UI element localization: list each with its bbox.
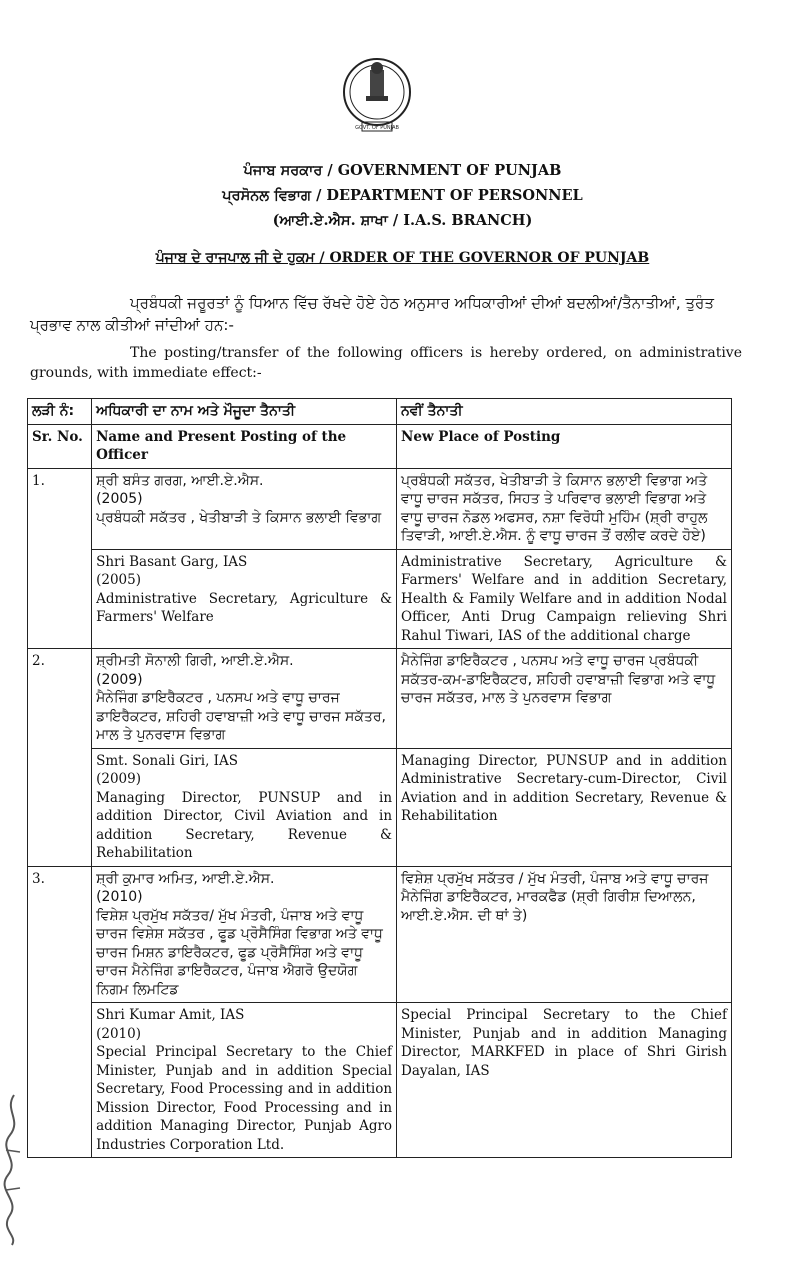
serial-number: 2. bbox=[28, 649, 92, 867]
present-posting-pa: ਪ੍ਰਬੰਧਕੀ ਸਕੱਤਰ , ਖੇਤੀਬਾੜੀ ਤੇ ਕਿਸਾਨ ਭਲਾਈ ਵਿਭਾਗ bbox=[96, 509, 382, 526]
officer-name-en: Smt. Sonali Giri, IAS bbox=[96, 752, 238, 769]
col-name-en: Name and Present Posting of the Officer bbox=[92, 424, 397, 468]
officer-punjabi bbox=[92, 866, 397, 1003]
new-posting-en: Managing Director, PUNSUP and in addition Administrative Secretary-cum-Director, Civil Aviation and in addition Secretary, Revenue & Rehabilitation bbox=[397, 748, 732, 866]
intro-punjabi: ਪ੍ਰਬੰਧਕੀ ਜਰੂਰਤਾਂ ਨੂੰ ਧਿਆਨ ਵਿੱਚ ਰੱਖਦੇ ਹੋਏ ਹੇਠ ਅਨੁਸਾਰ ਅਧਿਕਾਰੀਆਂ ਦੀਆਂ ਬਦਲੀਆਂ/ਤੈਨਾਤੀਆਂ, ਤੁਰੰਤ ਪ੍ਰਭਾਵ ਨਾਲ ਕੀਤੀਆਂ ਜਾਂਦੀਆਂ ਹਨ:- bbox=[30, 294, 714, 334]
header-branch: (ਆਈ.ਏ.ਐਸ. ਸ਼ਾਖਾ / I.A.S. BRANCH) bbox=[272, 212, 533, 229]
col-sr-en: Sr. No. bbox=[28, 424, 92, 468]
posting-table bbox=[27, 398, 732, 1158]
officer-batch: (2009) bbox=[96, 771, 141, 787]
col-new-pa: ਨਵੀਂ ਤੈਨਾਤੀ bbox=[397, 399, 732, 425]
table-row bbox=[28, 748, 732, 866]
intro-english: The posting/transfer of the following officers is hereby ordered, on administrative grounds, with immediate effect:- bbox=[30, 345, 742, 381]
officer-batch: (2010) bbox=[96, 1025, 141, 1042]
officer-batch: (2005) bbox=[96, 572, 141, 588]
officer-english bbox=[92, 748, 397, 866]
table-header-punjabi bbox=[28, 399, 732, 425]
officer-punjabi bbox=[92, 649, 397, 749]
serial-number: 1. bbox=[28, 468, 92, 649]
present-posting-pa: ਵਿਸ਼ੇਸ਼ ਪ੍ਰਮੁੱਖ ਸਕੱਤਰ/ ਮੁੱਖ ਮੰਤਰੀ, ਪੰਜਾਬ ਅਤੇ ਵਾਧੂ ਚਾਰਜ ਵਿਸ਼ੇਸ਼ ਸਕੱਤਰ , ਫੂਡ ਪ੍ਰੋਸੈਸਿੰਗ ਵਿਭਾਗ ਅਤੇ ਵਾਧੂ ਚਾਰਜ ਮਿਸ਼ਨ ਡਾਇਰੈਕਟਰ, ਫੂਡ ਪ੍ਰੋਸੈਸਿੰਗ ਅਤੇ ਵਾਧੂ ਚਾਰਜ ਮੈਨੇਜਿੰਗ ਡਾਇਰੈਕਟਰ, ਪੰਜਾਬ ਐਗਰੋ ਉਦਯੋਗ ਨਿਗਮ ਲਿਮਟਿਡ bbox=[96, 907, 383, 998]
officer-name-pa: ਸ਼੍ਰੀਮਤੀ ਸੋਨਾਲੀ ਗਿਰੀ, ਆਈ.ਏ.ਐਸ. bbox=[96, 653, 294, 669]
table-row bbox=[28, 649, 732, 749]
present-posting-pa: ਮੈਨੇਜਿੰਗ ਡਾਇਰੈਕਟਰ , ਪਨਸਪ ਅਤੇ ਵਾਧੂ ਚਾਰਜ ਡਾਇਰੈਕਟਰ, ਸ਼ਹਿਰੀ ਹਵਾਬਾਜ਼ੀ ਅਤੇ ਵਾਧੂ ਚਾਰਜ ਸਕੱਤਰ, ਮਾਲ ਤੇ ਪੁਨਰਵਾਸ ਵਿਭਾਗ bbox=[96, 690, 386, 743]
officer-punjabi bbox=[92, 468, 397, 549]
table-row bbox=[28, 468, 732, 549]
table-header-english bbox=[28, 424, 732, 468]
officer-batch: (2009) bbox=[96, 671, 143, 688]
present-posting-en: Administrative Secretary, Agriculture & Farmers' Welfare bbox=[96, 590, 393, 625]
new-posting-pa: ਵਿਸ਼ੇਸ਼ ਪ੍ਰਮੁੱਖ ਸਕੱਤਰ / ਮੁੱਖ ਮੰਤਰੀ, ਪੰਜਾਬ ਅਤੇ ਵਾਧੂ ਚਾਰਜ ਮੈਨੇਜਿੰਗ ਡਾਇਰੈਕਟਰ, ਮਾਰਕਫੈਡ (ਸ਼੍ਰੀ ਗਿਰੀਸ਼ ਦਿਆਲਨ, ਆਈ.ਏ.ਐਸ. ਦੀ ਥਾਂ ਤੇ) bbox=[397, 866, 732, 1003]
officer-batch: (2010) bbox=[96, 889, 143, 905]
state-emblem-icon bbox=[340, 52, 414, 140]
officer-english bbox=[92, 549, 397, 649]
officer-name-pa: ਸ਼੍ਰੀ ਬਸੰਤ ਗਰਗ, ਆਈ.ਏ.ਐਸ. bbox=[96, 472, 264, 489]
table-row bbox=[28, 549, 732, 649]
handwritten-initials bbox=[0, 1090, 26, 1250]
header-government: ਪੰਜਾਬ ਸਰਕਾਰ / GOVERNMENT OF PUNJAB bbox=[243, 162, 562, 179]
new-posting-pa: ਮੈਨੇਜਿੰਗ ਡਾਇਰੈਕਟਰ , ਪਨਸਪ ਅਤੇ ਵਾਧੂ ਚਾਰਜ ਪ੍ਰਬੰਧਕੀ ਸਕੱਤਰ-ਕਮ-ਡਾਇਰੈਕਟਰ, ਸ਼ਹਿਰੀ ਹਵਾਬਾਜ਼ੀ ਵਿਭਾਗ ਅਤੇ ਵਾਧੂ ਚਾਰਜ ਸਕੱਤਰ, ਮਾਲ ਤੇ ਪੁਨਰਵਾਸ ਵਿਭਾਗ bbox=[397, 649, 732, 749]
serial-number: 3. bbox=[28, 866, 92, 1158]
officer-name-en: Shri Basant Garg, IAS bbox=[96, 553, 248, 570]
officer-name-en: Shri Kumar Amit, IAS bbox=[96, 1007, 245, 1023]
svg-text:GOVT. OF PUNJAB: GOVT. OF PUNJAB bbox=[355, 125, 399, 131]
officer-english bbox=[92, 1003, 397, 1158]
present-posting-en: Managing Director, PUNSUP and in addition Director, Civil Aviation and in addition Secretary, Revenue & Rehabilitation bbox=[96, 789, 393, 861]
col-new-en: New Place of Posting bbox=[397, 424, 732, 468]
new-posting-en: Special Principal Secretary to the Chief Minister, Punjab and in addition Managing Director, MARKFED in place of Shri Girish Dayalan, IAS bbox=[397, 1003, 732, 1158]
present-posting-en: Special Principal Secretary to the Chief Minister, Punjab and in addition Special Secretary, Food Processing and in addition Mission Director, Food Processing and in addition Managing Director, Punjab Agro Industries Corporation Ltd. bbox=[96, 1044, 393, 1153]
col-sr-pa: ਲੜੀ ਨੰ: bbox=[28, 399, 92, 425]
officer-batch: (2005) bbox=[96, 491, 143, 507]
order-title: ਪੰਜਾਬ ਦੇ ਰਾਜਪਾਲ ਜੀ ਦੇ ਹੁਕਮ / ORDER OF THE GOVERNOR OF PUNJAB bbox=[155, 250, 650, 266]
table-row bbox=[28, 1003, 732, 1158]
officer-name-pa: ਸ਼੍ਰੀ ਕੁਮਾਰ ਅਮਿਤ, ਆਈ.ਏ.ਐਸ. bbox=[96, 870, 275, 887]
new-posting-en: Administrative Secretary, Agriculture & Farmers' Welfare and in addition Secretary, Health & Family Welfare and in addition Nodal Officer, Anti Drug Campaign relieving Shri Rahul Tiwari, IAS of the additional charge bbox=[397, 549, 732, 649]
new-posting-pa: ਪ੍ਰਬੰਧਕੀ ਸਕੱਤਰ, ਖੇਤੀਬਾੜੀ ਤੇ ਕਿਸਾਨ ਭਲਾਈ ਵਿਭਾਗ ਅਤੇ ਵਾਧੂ ਚਾਰਜ ਸਕੱਤਰ, ਸਿਹਤ ਤੇ ਪਰਿਵਾਰ ਭਲਾਈ ਵਿਭਾਗ ਅਤੇ ਵਾਧੂ ਚਾਰਜ ਨੋਡਲ ਅਫਸਰ, ਨਸ਼ਾ ਵਿਰੋਧੀ ਮੁਹਿੰਮ (ਸ਼੍ਰੀ ਰਾਹੁਲ ਤਿਵਾੜੀ, ਆਈ.ਏ.ਐਸ. ਨੂੰ ਵਾਧੂ ਚਾਰਜ ਤੋਂ ਰਲੀਵ ਕਰਦੇ ਹੋਏ) bbox=[397, 468, 732, 549]
header-department: ਪ੍ਰਸੋਨਲ ਵਿਭਾਗ / DEPARTMENT OF PERSONNEL bbox=[222, 187, 583, 204]
table-row bbox=[28, 866, 732, 1003]
col-name-pa: ਅਧਿਕਾਰੀ ਦਾ ਨਾਮ ਅਤੇ ਮੌਜੂਦਾ ਤੈਨਾਤੀ bbox=[92, 399, 397, 425]
